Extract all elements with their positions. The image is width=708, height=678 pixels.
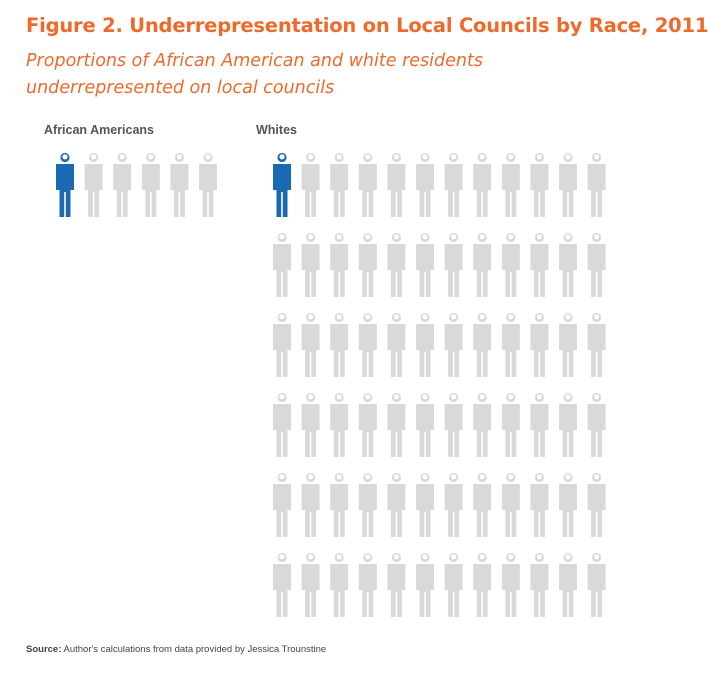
white-person-icon-28: [359, 313, 377, 377]
white-person-icon-45: [502, 393, 520, 457]
african-american-person-icon-6: [199, 153, 217, 217]
african-american-person-icon-5: [170, 153, 188, 217]
white-person-icon-16: [359, 233, 377, 297]
white-person-icon-72: [588, 553, 606, 617]
white-person-icon-57: [502, 473, 520, 537]
white-person-icon-8: [473, 153, 491, 217]
white-person-icon-30: [416, 313, 434, 377]
source-label: Source:: [26, 644, 62, 655]
white-person-icon-3: [330, 153, 348, 217]
white-person-icon-67: [445, 553, 463, 617]
white-person-icon-42: [416, 393, 434, 457]
white-person-icon-25: [273, 313, 291, 377]
white-person-icon-61: [273, 553, 291, 617]
white-person-icon-40: [359, 393, 377, 457]
white-person-icon-52: [359, 473, 377, 537]
white-person-icon-59: [559, 473, 577, 537]
white-person-icon-19: [445, 233, 463, 297]
white-person-icon-60: [588, 473, 606, 537]
white-person-icon-56: [473, 473, 491, 537]
source-text: Author's calculations from data provided by Jessica Trounstine: [63, 644, 327, 655]
white-person-icon-65: [387, 553, 405, 617]
white-person-icon-12: [588, 153, 606, 217]
white-person-icon-35: [559, 313, 577, 377]
white-person-icon-21: [502, 233, 520, 297]
white-person-icon-49: [273, 473, 291, 537]
white-person-icon-38: [302, 393, 320, 457]
chart-title: Figure 2. Underrepresentation on Local Councils by Race, 2011: [26, 14, 708, 37]
white-person-icon-54: [416, 473, 434, 537]
white-person-icon-64: [359, 553, 377, 617]
african-american-person-icon-3: [113, 153, 131, 217]
white-person-icon-66: [416, 553, 434, 617]
white-person-icon-62: [302, 553, 320, 617]
white-person-icon-50: [302, 473, 320, 537]
white-person-icon-63: [330, 553, 348, 617]
african-american-person-icon-4: [142, 153, 160, 217]
white-person-icon-5: [387, 153, 405, 217]
white-person-icon-15: [330, 233, 348, 297]
white-person-icon-2: [302, 153, 320, 217]
white-person-icon-34: [530, 313, 548, 377]
white-person-icon-68: [473, 553, 491, 617]
white-person-icon-10: [530, 153, 548, 217]
group-label-whites: Whites: [256, 123, 297, 137]
white-person-icon-33: [502, 313, 520, 377]
white-person-icon-9: [502, 153, 520, 217]
white-person-icon-23: [559, 233, 577, 297]
white-person-icon-7: [445, 153, 463, 217]
white-person-icon-6: [416, 153, 434, 217]
white-person-icon-14: [302, 233, 320, 297]
white-person-icon-71: [559, 553, 577, 617]
white-person-icon-22: [530, 233, 548, 297]
white-person-icon-13: [273, 233, 291, 297]
white-person-icon-53: [387, 473, 405, 537]
white-person-icon-69: [502, 553, 520, 617]
white-person-icon-17: [387, 233, 405, 297]
white-person-icon-43: [445, 393, 463, 457]
white-person-icon-36: [588, 313, 606, 377]
white-person-icon-70: [530, 553, 548, 617]
white-person-icon-58: [530, 473, 548, 537]
white-person-icon-51: [330, 473, 348, 537]
white-person-icon-46: [530, 393, 548, 457]
white-person-icon-47: [559, 393, 577, 457]
white-person-icon-27: [330, 313, 348, 377]
white-person-icon-11: [559, 153, 577, 217]
white-person-icon-18: [416, 233, 434, 297]
white-person-icon-32: [473, 313, 491, 377]
white-person-icon-29: [387, 313, 405, 377]
white-person-icon-41: [387, 393, 405, 457]
group-label-african-americans: African Americans: [44, 123, 154, 137]
white-person-icon-4: [359, 153, 377, 217]
white-person-icon-55: [445, 473, 463, 537]
white-person-icon-24: [588, 233, 606, 297]
source-note: [26, 644, 326, 655]
white-person-icon-31: [445, 313, 463, 377]
african-american-person-icon-2: [85, 153, 103, 217]
african-american-person-icon-1: [56, 153, 74, 217]
white-person-icon-48: [588, 393, 606, 457]
white-person-icon-44: [473, 393, 491, 457]
white-person-icon-39: [330, 393, 348, 457]
white-person-icon-26: [302, 313, 320, 377]
white-person-icon-20: [473, 233, 491, 297]
white-person-icon-37: [273, 393, 291, 457]
chart-subtitle: Proportions of African American and white residents underrepresented on local councils: [26, 51, 483, 98]
white-person-icon-1: [273, 153, 291, 217]
